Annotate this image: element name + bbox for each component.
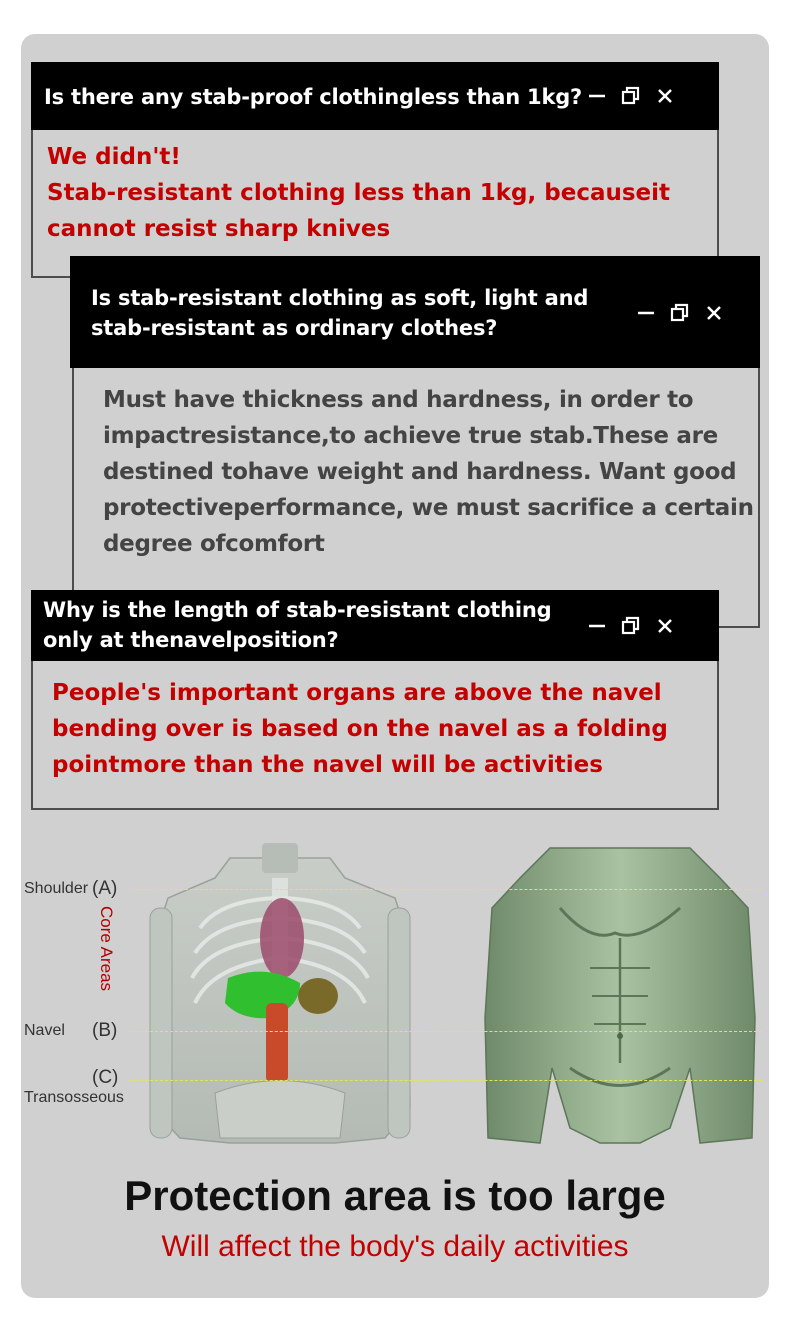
dialog-2-title [91, 283, 588, 343]
restore-icon[interactable] [621, 615, 641, 637]
answer-line: pointmore than the navel will be activities [52, 752, 603, 778]
close-icon[interactable] [655, 85, 675, 107]
dialog-2-answer [103, 382, 754, 562]
dialog-1-answer [47, 139, 670, 247]
minimize-icon[interactable] [636, 302, 656, 324]
dialog-1-controls [587, 85, 675, 107]
close-icon[interactable] [655, 615, 675, 637]
muscle-figure [485, 848, 755, 1143]
answer-line: We didn't! [47, 144, 181, 170]
dialog-3-answer [52, 675, 668, 783]
navel-mark: (B) [92, 1020, 118, 1041]
answer-line: Stab-resistant clothing less than 1kg, becauseit [47, 180, 671, 206]
anatomy-illustration [0, 838, 790, 1158]
shoulder-label: Shoulder [24, 880, 89, 897]
dialog-3-title-line: only at thenavelposition? [43, 628, 339, 652]
navel-label: Navel [24, 1022, 65, 1039]
minimize-icon[interactable] [587, 85, 607, 107]
dialog-2-title-line: Is stab-resistant clothing as soft, light and [91, 286, 589, 310]
restore-icon[interactable] [621, 85, 641, 107]
skeleton-figure [150, 843, 410, 1143]
dialog-3-title-line: Why is the length of stab-resistant clothing [43, 598, 552, 622]
answer-line: protectiveperformance, we must sacrifice a certain [103, 495, 754, 521]
headline: Protection area is too large [124, 1172, 666, 1219]
dialog-2-titlebar [70, 256, 760, 368]
core-areas-label: Core Areas [97, 906, 116, 992]
subheadline: Will affect the body's daily activities [161, 1230, 629, 1263]
dialog-2-title-line: stab-resistant as ordinary clothes? [91, 316, 498, 340]
answer-line: destined tohave weight and hardness. Want good [103, 459, 737, 485]
navel-guide-line [130, 1031, 762, 1032]
answer-line: degree ofcomfort [103, 531, 325, 557]
transosseous-guide-line [130, 1080, 762, 1081]
dialog-1-title-line: Is there any stab-proof clothingless than 1kg? [44, 85, 583, 109]
restore-icon[interactable] [670, 302, 690, 324]
close-icon[interactable] [704, 302, 724, 324]
dialog-3-controls [587, 615, 675, 637]
dialog-1-title [44, 82, 582, 112]
dialog-2-controls [636, 302, 724, 324]
answer-line: cannot resist sharp knives [47, 216, 391, 242]
shoulder-mark: (A) [92, 878, 118, 899]
dialog-3-titlebar [31, 590, 719, 661]
transosseous-label: Transosseous [24, 1089, 124, 1106]
answer-line: bending over is based on the navel as a folding [52, 716, 668, 742]
answer-line: impactresistance,to achieve true stab.These are [103, 423, 718, 449]
transosseous-mark: (C) [92, 1067, 119, 1088]
dialog-1-titlebar [31, 62, 719, 130]
minimize-icon[interactable] [587, 615, 607, 637]
answer-line: People's important organs are above the navel [52, 680, 662, 706]
shoulder-guide-line [130, 889, 762, 890]
dialog-3-title [43, 595, 551, 655]
answer-line: Must have thickness and hardness, in order to [103, 387, 694, 413]
